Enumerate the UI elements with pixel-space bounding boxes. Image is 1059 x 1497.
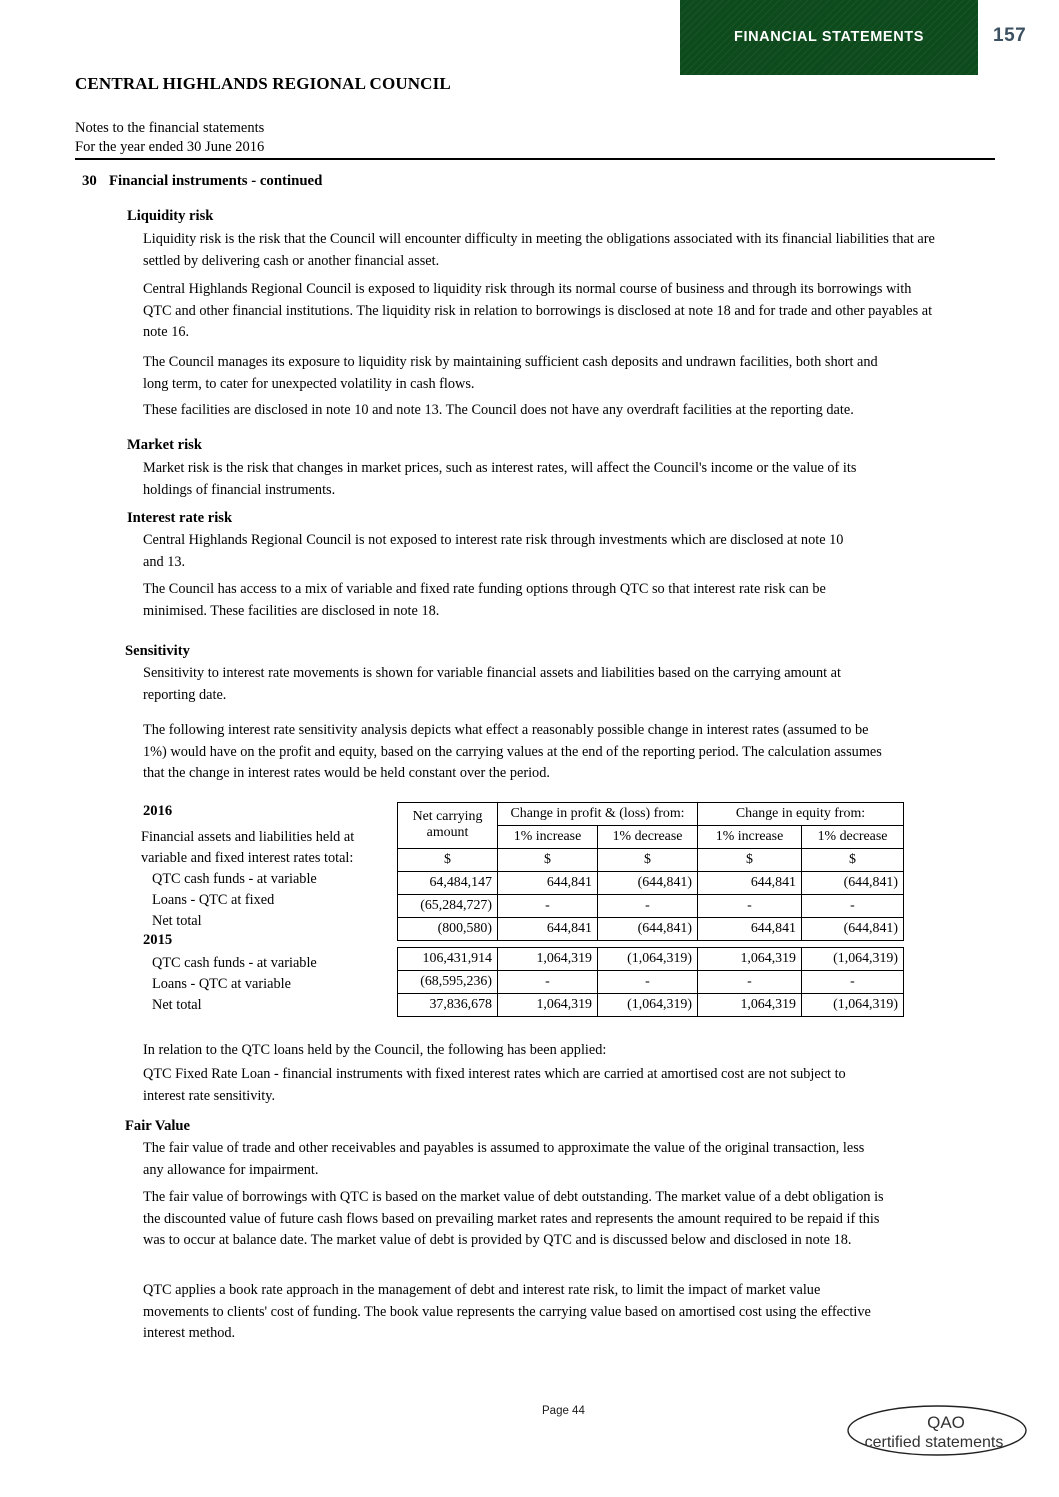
cell-2015-2-1: 1,064,319: [498, 994, 598, 1017]
table-lead-in-line-1: Financial assets and liabilities held at: [141, 829, 355, 845]
liquidity-risk-paragraph-1: Liquidity risk is the risk that the Council will encounter difficulty in meeting the obligations associated with its financial liabilities that are settled by delivering cash or another financial asset.: [143, 231, 935, 269]
table-row: [398, 948, 904, 971]
footer-page-label: Page 44: [542, 1405, 585, 1417]
council-name-heading: CENTRAL HIGHLANDS REGIONAL COUNCIL: [75, 74, 451, 93]
cell-2015-0-3: 1,064,319: [698, 948, 802, 971]
table-year-2016-label: 2016: [143, 803, 173, 819]
table-currency-row: [398, 849, 904, 872]
cell-2016-0-2: (644,841): [598, 872, 698, 895]
interest-rate-risk-paragraph-2: The Council has access to a mix of variable and fixed rate funding options through QTC so that interest rate risk can be minimised. These facilities are disclosed in note 18.: [143, 581, 826, 619]
cell-2015-2-2: (1,064,319): [598, 994, 698, 1017]
table-row: [398, 872, 904, 895]
cell-2015-1-0: (68,595,236): [398, 971, 498, 994]
cell-2016-2-3: 644,841: [698, 918, 802, 941]
after-table-paragraph-2: QTC Fixed Rate Loan - financial instruments with fixed interest rates which are carried at amortised cost are not subject to interest rate sensitivity.: [143, 1066, 846, 1104]
liquidity-risk-paragraph-3: The Council manages its exposure to liquidity risk by maintaining sufficient cash deposits and undrawn facilities, both short and long term, to cater for unexpected volatility in cash flows.: [143, 354, 878, 392]
header-net-carrying: [398, 803, 498, 849]
header-net-carrying-line1: Net carrying: [412, 809, 483, 824]
currency-symbol-col-3: $: [698, 849, 802, 872]
subheader-profit-decrease: 1% decrease: [598, 826, 698, 849]
table-row: [398, 895, 904, 918]
note-number: 30: [82, 173, 97, 189]
section-heading-fair-value: Fair Value: [125, 1118, 191, 1134]
header-net-carrying-line2: amount: [426, 825, 469, 840]
cell-2016-0-1: 644,841: [498, 872, 598, 895]
cell-2016-0-3: 644,841: [698, 872, 802, 895]
table-row-label-2016-1: Loans - QTC at fixed: [152, 892, 275, 908]
sensitivity-table-2015: [397, 947, 904, 1017]
sensitivity-paragraph-2: The following interest rate sensitivity analysis depicts what effect a reasonably possible change in interest rates (assumed to be 1%) would have on the profit and equity, based on the carrying values at the end of the reporting period. The calculation assumes that the change in interest rates would be held constant over the period.: [143, 722, 882, 781]
cell-2016-1-3: -: [698, 895, 802, 918]
fair-value-paragraph-1: The fair value of trade and other receivables and payables is assumed to approximate the value of the original transaction, less any allowance for impairment.: [143, 1140, 865, 1178]
cell-2016-2-1: 644,841: [498, 918, 598, 941]
cell-2016-1-4: -: [802, 895, 904, 918]
cell-2016-2-4: (644,841): [802, 918, 904, 941]
cell-2015-2-0: 37,836,678: [398, 994, 498, 1017]
after-table-paragraph-1: In relation to the QTC loans held by the Council, the following has been applied:: [143, 1042, 607, 1058]
cell-2015-0-1: 1,064,319: [498, 948, 598, 971]
cell-2015-1-1: -: [498, 971, 598, 994]
table-row-label-2015-0: QTC cash funds - at variable: [152, 955, 317, 971]
section-heading-interest-rate-risk: Interest rate risk: [127, 510, 233, 526]
cell-2016-1-2: -: [598, 895, 698, 918]
header-change-in-profit-loss: Change in profit & (loss) from:: [498, 803, 698, 826]
notes-subtitle: Notes to the financial statements: [75, 120, 265, 136]
subheader-equity-decrease: 1% decrease: [802, 826, 904, 849]
table-row: [398, 918, 904, 941]
cell-2015-1-3: -: [698, 971, 802, 994]
cell-2016-2-0: (800,580): [398, 918, 498, 941]
header-divider: [75, 158, 995, 160]
cell-2015-1-4: -: [802, 971, 904, 994]
table-row-label-2016-2: Net total: [152, 913, 202, 929]
currency-symbol-col-0: $: [398, 849, 498, 872]
table-row-label-2016-0: QTC cash funds - at variable: [152, 871, 317, 887]
table-lead-in-line-2: variable and fixed interest rates total:: [141, 850, 354, 866]
sensitivity-table-2016: [397, 802, 904, 941]
table-header-row-group: [398, 803, 904, 826]
liquidity-risk-paragraph-2: Central Highlands Regional Council is exposed to liquidity risk through its normal course of business and through its borrowings with QTC and other financial institutions. The liquidity risk in relation to borrowings is disclosed at note 18 and for trade and other payables at note 16.: [143, 281, 933, 340]
subheader-equity-increase: 1% increase: [698, 826, 802, 849]
cell-2016-0-0: 64,484,147: [398, 872, 498, 895]
subheader-profit-increase: 1% increase: [498, 826, 598, 849]
banner-page-number: 157: [993, 25, 1027, 46]
table-year-2015-label: 2015: [143, 932, 173, 948]
table-row: [398, 971, 904, 994]
currency-symbol-col-2: $: [598, 849, 698, 872]
market-risk-paragraph-1: Market risk is the risk that changes in market prices, such as interest rates, will affect the Council's income or the value of its holdings of financial instruments.: [143, 460, 857, 498]
section-heading-liquidity-risk: Liquidity risk: [127, 208, 214, 224]
table-row-label-2015-2: Net total: [152, 997, 202, 1013]
header-change-in-equity: Change in equity from:: [698, 803, 904, 826]
stamp-text-certified-statements: certified statements: [864, 1434, 1004, 1451]
period-subtitle: For the year ended 30 June 2016: [75, 139, 265, 155]
stamp-text-qao: QAO: [927, 1413, 965, 1432]
sensitivity-paragraph-1: Sensitivity to interest rate movements is shown for variable financial assets and liabilities based on the carrying amount at reporting date.: [143, 665, 841, 703]
section-heading-market-risk: Market risk: [127, 437, 202, 453]
currency-symbol-col-4: $: [802, 849, 904, 872]
banner-label: FINANCIAL STATEMENTS: [733, 28, 925, 45]
financial-statements-banner: [680, 0, 978, 75]
cell-2015-0-2: (1,064,319): [598, 948, 698, 971]
fair-value-paragraph-2: The fair value of borrowings with QTC is based on the market value of debt outstanding. The market value of a debt obligation is the discounted value of future cash flows based on prevailing market rates and represents the amount required to be repaid if this was to occur at balance date. The market value of debt is provided by QTC and is discussed below and disclosed in note 18.: [143, 1189, 884, 1248]
table-row-label-2015-1: Loans - QTC at variable: [152, 976, 291, 992]
section-heading-sensitivity: Sensitivity: [125, 643, 190, 659]
cell-2016-1-0: (65,284,727): [398, 895, 498, 918]
fair-value-paragraph-3: QTC applies a book rate approach in the management of debt and interest rate risk, to limit the impact of market value movements to clients' cost of funding. The book value represents the carrying value based on amortised cost using the effective interest method.: [143, 1282, 871, 1341]
qao-certified-stamp: [846, 1404, 1028, 1457]
cell-2015-2-4: (1,064,319): [802, 994, 904, 1017]
note-title: Financial instruments - continued: [109, 173, 323, 189]
interest-rate-risk-paragraph-1: Central Highlands Regional Council is not exposed to interest rate risk through investments which are disclosed at note 10 and 13.: [143, 532, 844, 570]
cell-2015-1-2: -: [598, 971, 698, 994]
cell-2016-1-1: -: [498, 895, 598, 918]
currency-symbol-col-1: $: [498, 849, 598, 872]
cell-2016-0-4: (644,841): [802, 872, 904, 895]
cell-2016-2-2: (644,841): [598, 918, 698, 941]
liquidity-risk-paragraph-4: These facilities are disclosed in note 10 and note 13. The Council does not have any overdraft facilities at the reporting date.: [143, 402, 854, 418]
table-row: [398, 994, 904, 1017]
cell-2015-0-0: 106,431,914: [398, 948, 498, 971]
cell-2015-0-4: (1,064,319): [802, 948, 904, 971]
cell-2015-2-3: 1,064,319: [698, 994, 802, 1017]
